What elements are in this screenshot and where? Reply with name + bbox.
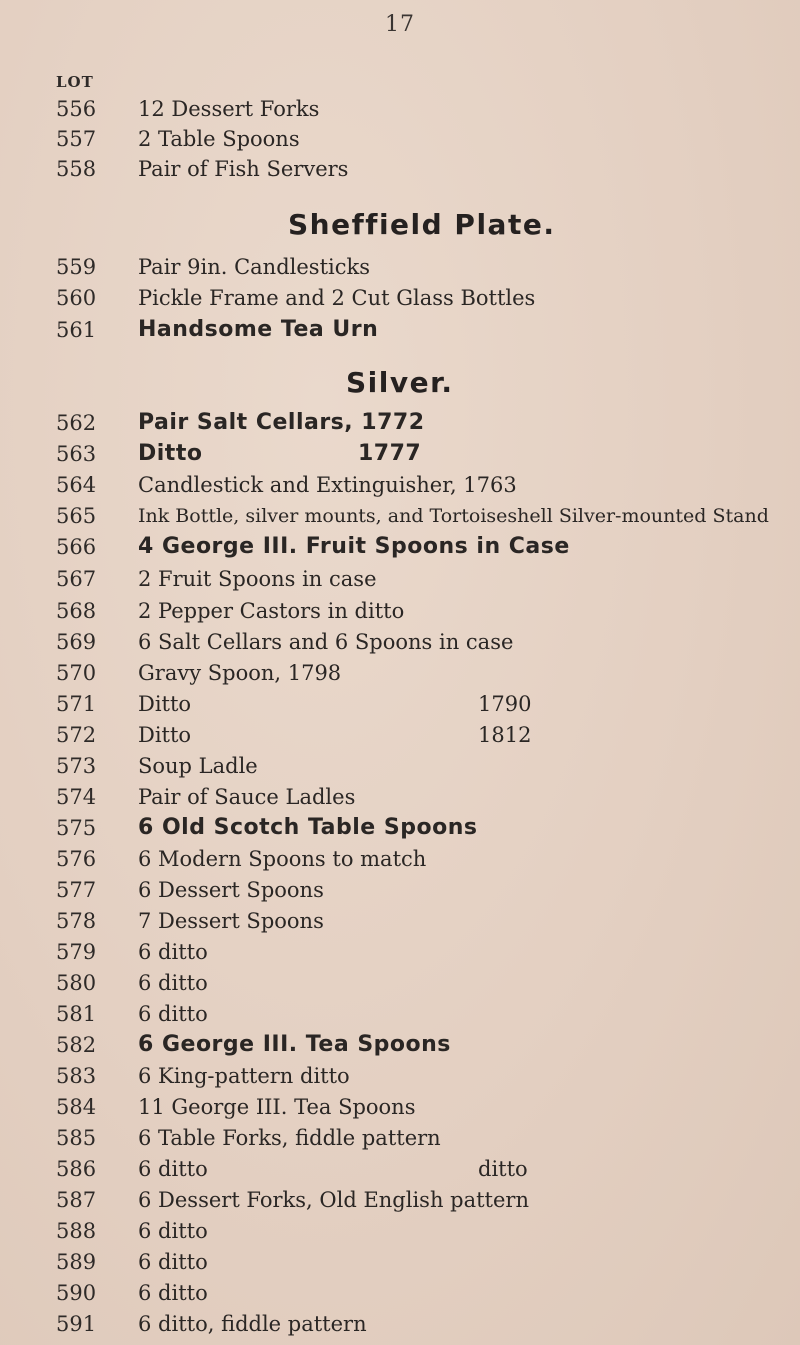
lot-description: Ink Bottle, silver mounts, and Tortoiseshell Silver-mounted Stand bbox=[138, 505, 769, 527]
lot-description: 6 Old Scotch Table Spoons bbox=[138, 815, 478, 840]
lot-description bbox=[138, 1154, 528, 1184]
list-item bbox=[0, 1247, 800, 1277]
section-title-silver: Silver. bbox=[346, 366, 454, 399]
list-item bbox=[0, 315, 800, 345]
lot-number: 573 bbox=[56, 754, 97, 778]
list-item bbox=[0, 501, 800, 531]
lot-number: 582 bbox=[56, 1033, 97, 1057]
lot-description: 6 Modern Spoons to match bbox=[138, 847, 427, 871]
lot-number: 586 bbox=[56, 1157, 97, 1181]
list-item bbox=[0, 751, 800, 781]
lot-description: Soup Ladle bbox=[138, 754, 258, 778]
lot-description bbox=[138, 439, 422, 469]
lot-number: 558 bbox=[56, 157, 97, 181]
list-item bbox=[0, 720, 800, 750]
lot-description: Pair of Sauce Ladles bbox=[138, 785, 356, 809]
lot-description-text: Ditto bbox=[138, 441, 203, 466]
list-item bbox=[0, 124, 800, 154]
list-item bbox=[0, 252, 800, 282]
lot-description: 2 Table Spoons bbox=[138, 127, 300, 151]
lot-number: 584 bbox=[56, 1095, 97, 1119]
lot-number: 570 bbox=[56, 661, 97, 685]
list-item bbox=[0, 1154, 800, 1184]
list-item bbox=[0, 1216, 800, 1246]
lot-description: Pair Salt Cellars, 1772 bbox=[138, 410, 425, 435]
lot-number: 590 bbox=[56, 1281, 97, 1305]
lot-number: 587 bbox=[56, 1188, 97, 1212]
lot-number: 561 bbox=[56, 318, 97, 342]
lot-description: 6 Dessert Forks, Old English pattern bbox=[138, 1188, 529, 1212]
lot-description: Pickle Frame and 2 Cut Glass Bottles bbox=[138, 286, 536, 310]
lot-description-text: Ditto bbox=[138, 723, 192, 747]
list-item bbox=[0, 782, 800, 812]
lot-number: 585 bbox=[56, 1126, 97, 1150]
list-item bbox=[0, 596, 800, 626]
lot-description: 6 Table Forks, fiddle pattern bbox=[138, 1126, 441, 1150]
lot-number: 583 bbox=[56, 1064, 97, 1088]
lot-description: 6 ditto bbox=[138, 971, 208, 995]
lot-description: 2 Fruit Spoons in case bbox=[138, 567, 377, 591]
lot-number: 565 bbox=[56, 504, 97, 528]
lot-description: 6 ditto bbox=[138, 1219, 208, 1243]
lot-description: 7 Dessert Spoons bbox=[138, 909, 324, 933]
lot-description bbox=[138, 689, 532, 719]
lot-description: 6 ditto bbox=[138, 940, 208, 964]
lot-year: 1790 bbox=[478, 692, 532, 716]
section-title-sheffield-plate: Sheffield Plate. bbox=[288, 208, 556, 241]
lot-description: 6 ditto bbox=[138, 1250, 208, 1274]
list-item bbox=[0, 1309, 800, 1339]
list-item bbox=[0, 439, 800, 469]
lot-description: 11 George III. Tea Spoons bbox=[138, 1095, 416, 1119]
lot-description: 4 George III. Fruit Spoons in Case bbox=[138, 534, 570, 559]
lot-number: 588 bbox=[56, 1219, 97, 1243]
lot-description: 6 ditto, fiddle pattern bbox=[138, 1312, 367, 1336]
lot-description: Gravy Spoon, 1798 bbox=[138, 661, 342, 685]
lot-number: 581 bbox=[56, 1002, 97, 1026]
lot-year: 1777 bbox=[358, 441, 422, 466]
lot-number: 567 bbox=[56, 567, 97, 591]
lot-number: 589 bbox=[56, 1250, 97, 1274]
lot-number: 569 bbox=[56, 630, 97, 654]
list-item bbox=[0, 1061, 800, 1091]
list-item bbox=[0, 470, 800, 500]
list-item bbox=[0, 283, 800, 313]
list-item bbox=[0, 1278, 800, 1308]
lot-number: 572 bbox=[56, 723, 97, 747]
lot-description: 2 Pepper Castors in ditto bbox=[138, 599, 405, 623]
lot-number: 578 bbox=[56, 909, 97, 933]
lot-number: 568 bbox=[56, 599, 97, 623]
lot-number: 563 bbox=[56, 442, 97, 466]
list-item bbox=[0, 968, 800, 998]
lot-description bbox=[138, 720, 532, 750]
lot-number: 556 bbox=[56, 97, 97, 121]
list-item bbox=[0, 813, 800, 843]
lot-number: 576 bbox=[56, 847, 97, 871]
page-number: 17 bbox=[385, 12, 415, 37]
lot-number: 560 bbox=[56, 286, 97, 310]
lot-description: 6 George III. Tea Spoons bbox=[138, 1032, 451, 1057]
list-item bbox=[0, 937, 800, 967]
lot-number: 564 bbox=[56, 473, 97, 497]
list-item bbox=[0, 999, 800, 1029]
list-item bbox=[0, 627, 800, 657]
list-item bbox=[0, 1092, 800, 1122]
lot-description: Handsome Tea Urn bbox=[138, 317, 379, 342]
list-item bbox=[0, 1030, 800, 1060]
list-item bbox=[0, 532, 800, 562]
list-item bbox=[0, 1185, 800, 1215]
lot-number: 591 bbox=[56, 1312, 97, 1336]
lot-description: 6 King-pattern ditto bbox=[138, 1064, 350, 1088]
list-item bbox=[0, 658, 800, 688]
lot-description: 6 ditto bbox=[138, 1281, 208, 1305]
list-item bbox=[0, 1123, 800, 1153]
lot-description: 6 Dessert Spoons bbox=[138, 878, 324, 902]
lot-number: 566 bbox=[56, 535, 97, 559]
list-item bbox=[0, 154, 800, 184]
lot-number: 557 bbox=[56, 127, 97, 151]
lot-description: 6 Salt Cellars and 6 Spoons in case bbox=[138, 630, 514, 654]
lot-column-header: LOT bbox=[56, 73, 94, 91]
lot-description-text: Ditto bbox=[138, 692, 192, 716]
lot-number: 575 bbox=[56, 816, 97, 840]
lot-year: ditto bbox=[478, 1157, 528, 1181]
lot-description: 6 ditto bbox=[138, 1002, 208, 1026]
lot-description: Candlestick and Extinguisher, 1763 bbox=[138, 473, 517, 497]
list-item bbox=[0, 844, 800, 874]
list-item bbox=[0, 689, 800, 719]
lot-number: 577 bbox=[56, 878, 97, 902]
lot-number: 559 bbox=[56, 255, 97, 279]
list-item bbox=[0, 906, 800, 936]
list-item bbox=[0, 875, 800, 905]
list-item bbox=[0, 564, 800, 594]
lot-number: 574 bbox=[56, 785, 97, 809]
lot-number: 571 bbox=[56, 692, 97, 716]
lot-description: Pair of Fish Servers bbox=[138, 157, 349, 181]
lot-year: 1812 bbox=[478, 723, 532, 747]
list-item bbox=[0, 94, 800, 124]
lot-number: 579 bbox=[56, 940, 97, 964]
list-item bbox=[0, 408, 800, 438]
lot-description-text: 6 ditto bbox=[138, 1157, 208, 1181]
lot-description: 12 Dessert Forks bbox=[138, 97, 320, 121]
lot-number: 562 bbox=[56, 411, 97, 435]
lot-description: Pair 9in. Candlesticks bbox=[138, 255, 370, 279]
lot-number: 580 bbox=[56, 971, 97, 995]
